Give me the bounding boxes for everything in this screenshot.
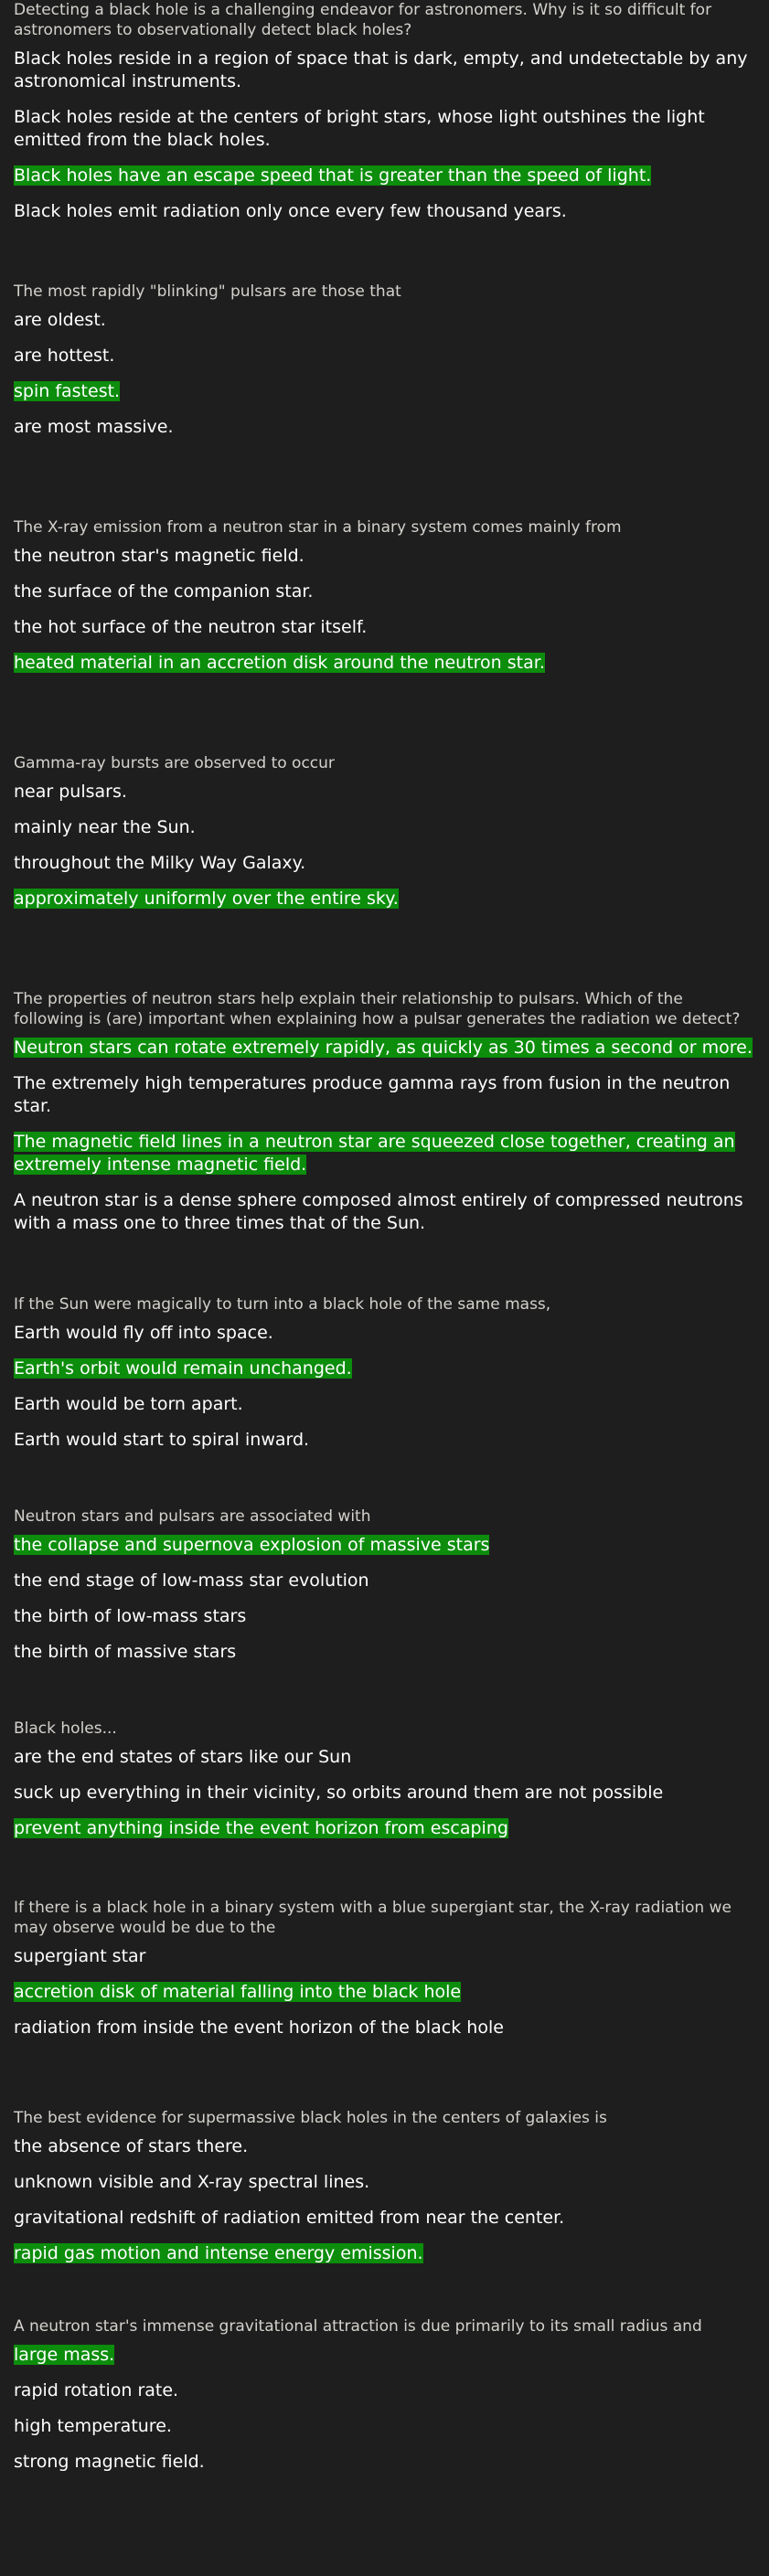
answer-option <box>14 1189 755 1235</box>
question-prompt: Gamma-ray bursts are observed to occur <box>14 754 335 772</box>
answer-option <box>14 416 755 439</box>
question-10 <box>14 2108 755 2278</box>
answer-text: supergiant star <box>14 1946 146 1966</box>
answer-text: radiation from inside the event horizon of the black hole <box>14 2017 504 2038</box>
question-prompt: The most rapidly "blinking" pulsars are those that <box>14 282 401 301</box>
question-8 <box>14 1719 755 1853</box>
answer-text: Black holes emit radiation only once every few thousand years. <box>14 201 567 221</box>
answer-option <box>14 2207 755 2230</box>
answer-text: the collapse and supernova explosion of massive stars <box>14 1535 490 1555</box>
answer-text: high temperature. <box>14 2416 172 2436</box>
answer-text: spin fastest. <box>14 381 121 401</box>
question-6 <box>14 1294 755 1464</box>
question-7 <box>14 1506 755 1677</box>
answer-text: approximately uniformly over the entire sky. <box>14 889 399 909</box>
answer-list <box>14 1037 755 1235</box>
answer-list <box>14 1322 755 1452</box>
answer-text: are most massive. <box>14 417 174 437</box>
answer-text: are the end states of stars like our Sun <box>14 1747 352 1767</box>
answer-text: Black holes have an escape speed that is greater than the speed of light. <box>14 165 652 186</box>
answer-text: The magnetic field lines in a neutron star are squeezed close together, creating an extremely intense magnetic field. <box>14 1132 735 1175</box>
question-prompt: If there is a black hole in a binary system with a blue supergiant star, the X-ray radiation we may observe would be due to the <box>14 1899 732 1937</box>
answer-text: suck up everything in their vicinity, so orbits around them are not possible <box>14 1783 664 1803</box>
question-prompt: The X-ray emission from a neutron star in a binary system comes mainly from <box>14 518 622 537</box>
answer-option <box>14 1782 755 1804</box>
answer-option <box>14 2451 755 2474</box>
answer-option-correct <box>14 380 755 403</box>
answer-text: Earth would fly off into space. <box>14 1323 273 1343</box>
answer-option <box>14 1429 755 1452</box>
answer-option-correct <box>14 1817 755 1840</box>
answer-option <box>14 781 755 804</box>
answer-text: gravitational redshift of radiation emitted from near the center. <box>14 2208 565 2228</box>
answer-option-correct <box>14 652 755 675</box>
answer-option-correct <box>14 1131 755 1176</box>
answer-option <box>14 1072 755 1118</box>
answer-text: rapid gas motion and intense energy emission. <box>14 2243 423 2263</box>
answer-option <box>14 816 755 839</box>
question-prompt: The best evidence for supermassive black holes in the centers of galaxies is <box>14 2109 607 2127</box>
answer-text: the birth of massive stars <box>14 1642 237 1662</box>
answer-list <box>14 781 755 910</box>
answer-text: A neutron star is a dense sphere composed almost entirely of compressed neutrons with a mass one to three times that of the Sun. <box>14 1190 743 1233</box>
answer-option-correct <box>14 1357 755 1380</box>
question-prompt: Detecting a black hole is a challenging endeavor for astronomers. Why is it so difficult for astronomers to observationally detect black holes? <box>14 1 712 39</box>
question-1 <box>14 0 755 236</box>
answer-text: are oldest. <box>14 310 106 330</box>
answer-text: Earth's orbit would remain unchanged. <box>14 1358 352 1378</box>
answer-text: Earth would start to spiral inward. <box>14 1430 310 1450</box>
answer-option <box>14 309 755 332</box>
answer-option <box>14 2171 755 2194</box>
answer-option <box>14 616 755 639</box>
question-prompt: Black holes... <box>14 1719 117 1738</box>
answer-option <box>14 106 755 152</box>
answer-text: the surface of the companion star. <box>14 581 314 601</box>
answer-option-correct <box>14 1981 755 2004</box>
answer-option-correct <box>14 1037 755 1059</box>
answer-list <box>14 2344 755 2474</box>
answer-option <box>14 200 755 223</box>
question-prompt: The properties of neutron stars help explain their relationship to pulsars. Which of the following is (are) important when explaining how a pulsar generates the radiation we detect? <box>14 990 741 1028</box>
answer-option <box>14 1641 755 1664</box>
question-2 <box>14 282 755 452</box>
answer-text: the hot surface of the neutron star itself. <box>14 617 368 637</box>
answer-text: Neutron stars can rotate extremely rapidly, as quickly as 30 times a second or more. <box>14 1038 753 1058</box>
answer-text: The extremely high temperatures produce gamma rays from fusion in the neutron star. <box>14 1073 731 1116</box>
answer-text: throughout the Milky Way Galaxy. <box>14 853 306 873</box>
answer-option <box>14 1322 755 1345</box>
answer-option <box>14 48 755 93</box>
question-prompt: A neutron star's immense gravitational attraction is due primarily to its small radius and <box>14 2317 702 2336</box>
answer-text: the end stage of low-mass star evolution <box>14 1570 369 1591</box>
answer-text: Black holes reside in a region of space that is dark, empty, and undetectable by any astronomical instruments. <box>14 48 748 91</box>
answer-option <box>14 2017 755 2039</box>
answer-list <box>14 309 755 439</box>
answer-text: large mass. <box>14 2345 115 2365</box>
answer-option <box>14 1605 755 1628</box>
answer-option-correct <box>14 1534 755 1557</box>
answer-text: mainly near the Sun. <box>14 817 196 837</box>
answer-list <box>14 48 755 223</box>
answer-text: heated material in an accretion disk around the neutron star. <box>14 653 545 673</box>
answer-option <box>14 1945 755 1968</box>
answer-option <box>14 2379 755 2402</box>
answer-text: the absence of stars there. <box>14 2136 249 2156</box>
answer-text: the neutron star's magnetic field. <box>14 546 304 566</box>
answer-list <box>14 1534 755 1664</box>
answer-option <box>14 1393 755 1416</box>
answer-option <box>14 852 755 875</box>
question-prompt: If the Sun were magically to turn into a black hole of the same mass, <box>14 1295 551 1314</box>
answer-option <box>14 345 755 367</box>
answer-text: prevent anything inside the event horizon from escaping <box>14 1818 508 1838</box>
answer-text: rapid rotation rate. <box>14 2380 179 2400</box>
answer-option-correct <box>14 888 755 910</box>
answer-text: Earth would be torn apart. <box>14 1394 243 1414</box>
answer-option <box>14 2415 755 2438</box>
question-5 <box>14 989 755 1248</box>
answer-text: accretion disk of material falling into the black hole <box>14 1982 462 2002</box>
answer-option-correct <box>14 165 755 187</box>
answer-list <box>14 1746 755 1840</box>
answer-list <box>14 2135 755 2265</box>
question-9 <box>14 1898 755 2052</box>
answer-list <box>14 545 755 675</box>
answer-option <box>14 2135 755 2158</box>
answer-list <box>14 1945 755 2039</box>
answer-option-correct <box>14 2242 755 2265</box>
answer-option <box>14 1746 755 1769</box>
question-3 <box>14 517 755 687</box>
answer-text: the birth of low-mass stars <box>14 1606 247 1626</box>
answer-option <box>14 1570 755 1592</box>
answer-text: Black holes reside at the centers of bright stars, whose light outshines the light emitted from the black holes. <box>14 107 705 150</box>
answer-option <box>14 545 755 568</box>
question-4 <box>14 753 755 923</box>
answer-option-correct <box>14 2344 755 2367</box>
question-prompt: Neutron stars and pulsars are associated with <box>14 1507 371 1526</box>
answer-text: strong magnetic field. <box>14 2452 205 2472</box>
answer-text: are hottest. <box>14 346 115 366</box>
question-11 <box>14 2316 755 2486</box>
answer-option <box>14 580 755 603</box>
answer-text: unknown visible and X-ray spectral lines. <box>14 2172 370 2192</box>
answer-text: near pulsars. <box>14 782 127 802</box>
